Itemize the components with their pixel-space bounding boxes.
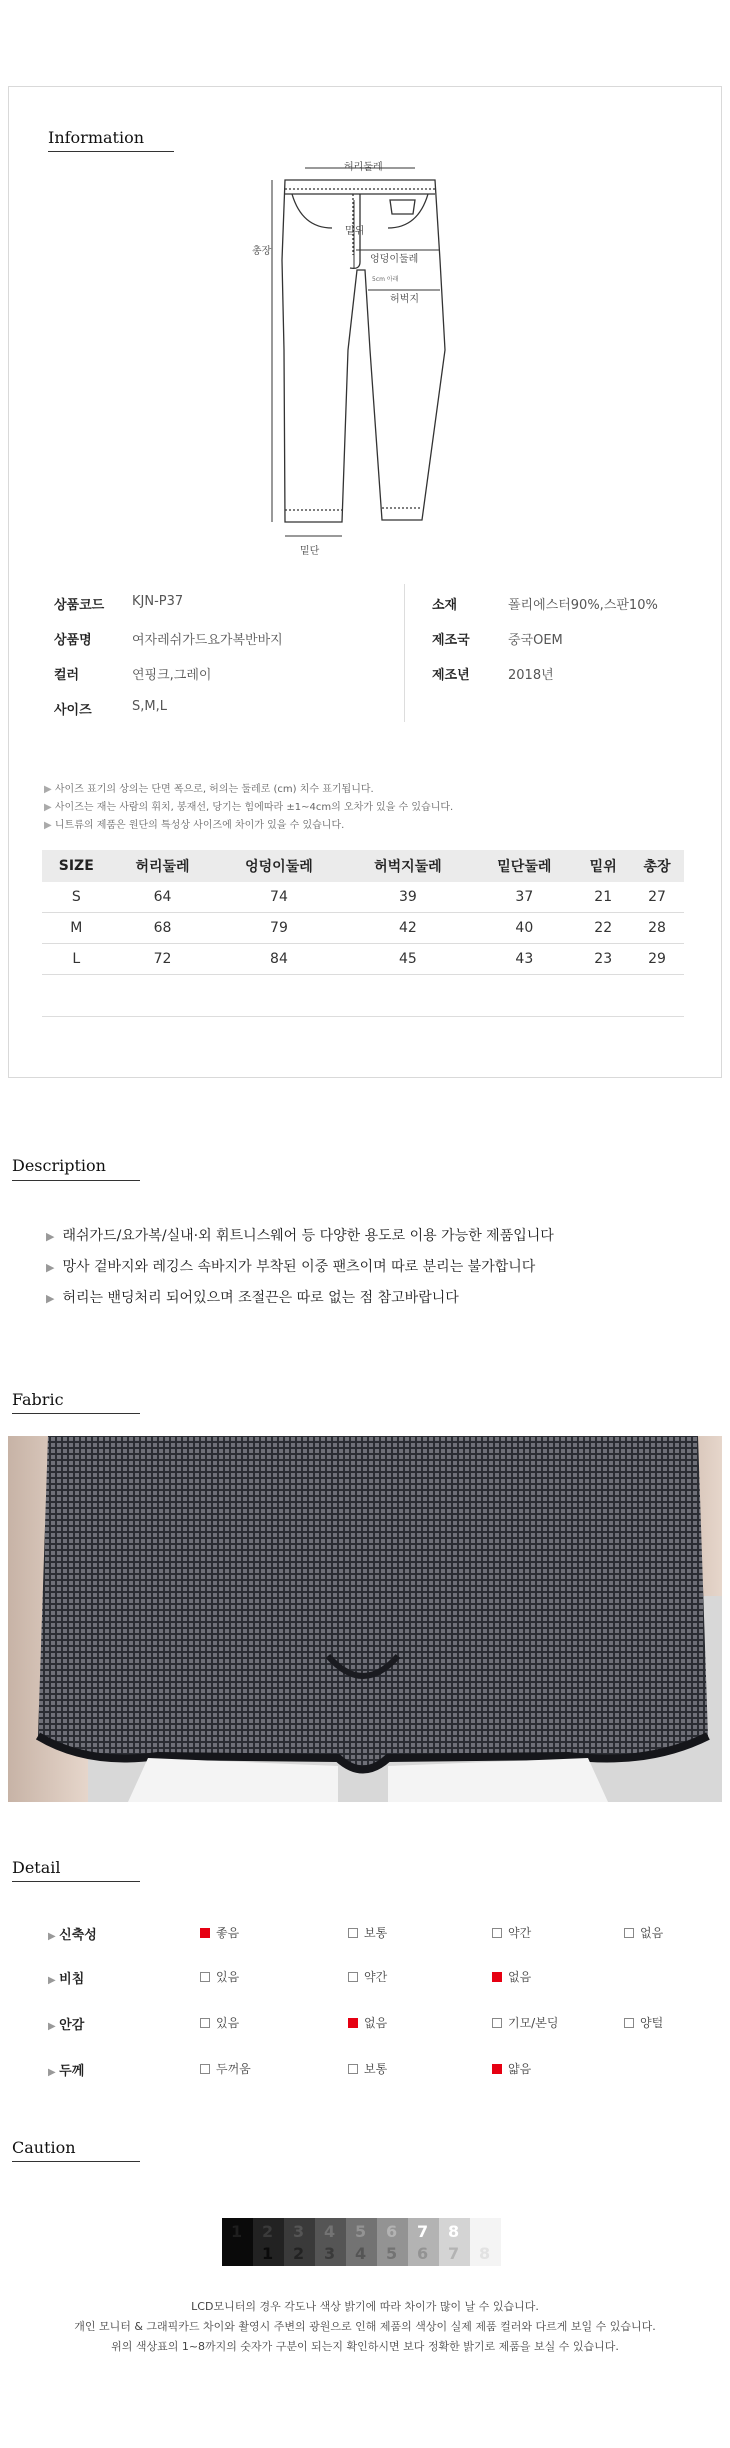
spec-label-year: 제조년: [432, 668, 470, 683]
checkbox-unchecked: [492, 2018, 502, 2028]
caution-title: Caution: [12, 2138, 76, 2157]
detail-option: 기모/본딩: [492, 2014, 558, 2031]
checkbox-unchecked: [492, 1928, 502, 1938]
table-cell: 79: [214, 913, 343, 944]
swatch-number-bottom: 8: [479, 2244, 491, 2263]
spec-label-material: 소재: [432, 598, 458, 613]
detail-label-thickness: ▶ 두께: [48, 2060, 84, 2079]
size-table-header: SIZE: [42, 850, 111, 882]
brightness-swatch: [253, 2218, 284, 2266]
checkbox-checked: [348, 2018, 358, 2028]
checkbox-unchecked: [200, 2064, 210, 2074]
size-table-header: 밑단둘레: [472, 850, 576, 882]
info-bottom-divider: [42, 1016, 684, 1017]
size-table-header: 총장: [630, 850, 684, 882]
spec-divider: [404, 584, 405, 722]
size-table-header: 허리둘레: [111, 850, 215, 882]
table-cell: 23: [576, 944, 630, 975]
swatch-number-top: 6: [386, 2222, 398, 2241]
table-cell: 72: [111, 944, 215, 975]
table-cell: 37: [472, 882, 576, 913]
detail-option: 약간: [492, 1924, 531, 1941]
spec-value-material: 폴리에스터90%,스판10%: [508, 598, 658, 613]
brightness-swatch: [346, 2218, 377, 2266]
table-cell: 29: [630, 944, 684, 975]
brightness-swatch: [315, 2218, 346, 2266]
checkbox-unchecked: [348, 1928, 358, 1938]
brightness-swatch: [377, 2218, 408, 2266]
brightness-swatch: [470, 2218, 501, 2266]
fabric-photo: [8, 1436, 722, 1802]
swatch-number-top: 3: [293, 2222, 305, 2241]
caution-line-3: 위의 색상표의 1~8까지의 숫자가 구분이 되는지 확인하시면 보다 정확한 밝기로 제품을 보실 수 있습니다.: [111, 2340, 619, 2353]
description-title: Description: [12, 1156, 106, 1175]
spec-label-product-name: 상품명: [54, 633, 92, 648]
checkbox-unchecked: [348, 1972, 358, 1982]
table-cell: 45: [343, 944, 472, 975]
detail-option: 없음: [624, 1924, 663, 1941]
detail-option: 약간: [348, 1968, 387, 1985]
pants-size-diagram: [240, 150, 460, 560]
swatch-number-top: 7: [417, 2222, 429, 2241]
swatch-number-bottom: 6: [417, 2244, 429, 2263]
detail-label-lining: ▶ 안감: [48, 2014, 84, 2033]
diagram-label-hip: 엉덩이둘레: [370, 254, 419, 265]
diagram-label-rise: 밑위: [345, 226, 365, 237]
swatch-number-bottom: 7: [448, 2244, 460, 2263]
detail-option: 좋음: [200, 1924, 239, 1941]
table-cell: 21: [576, 882, 630, 913]
spec-label-product-code: 상품코드: [54, 598, 105, 613]
fabric-title: Fabric: [12, 1390, 64, 1409]
detail-option: 없음: [348, 2014, 387, 2031]
table-cell: S: [42, 882, 111, 913]
swatch-number-top: 5: [355, 2222, 367, 2241]
table-cell: M: [42, 913, 111, 944]
detail-option: 보통: [348, 2060, 387, 2077]
caution-title-underline: [12, 2161, 140, 2162]
table-cell: 40: [472, 913, 576, 944]
checkbox-checked: [492, 1972, 502, 1982]
table-row: [42, 882, 684, 913]
fabric-photo-illustration: [8, 1436, 722, 1802]
spec-value-product-code: KJN-P37: [132, 594, 184, 609]
swatch-number-top: 4: [324, 2222, 336, 2241]
size-table-header: 엉덩이둘레: [214, 850, 343, 882]
table-row: [42, 944, 684, 975]
size-note-1: ▶ 사이즈 표기의 상의는 단면 폭으로, 허의는 둘레로 (cm) 치수 표기됩니다.: [44, 780, 374, 795]
checkbox-unchecked: [624, 2018, 634, 2028]
spec-value-color: 연핑크,그레이: [132, 668, 212, 683]
detail-title-underline: [12, 1881, 140, 1882]
table-cell: 42: [343, 913, 472, 944]
spec-value-year: 2018년: [508, 668, 554, 683]
table-cell: 68: [111, 913, 215, 944]
swatch-number-bottom: 5: [386, 2244, 398, 2263]
description-item-1: ▶ 래쉬가드/요가복/실내·외 휘트니스웨어 등 다양한 용도로 이용 가능한 제품입니다: [46, 1225, 554, 1245]
spec-label-country: 제조국: [432, 633, 470, 648]
swatch-number-bottom: 1: [262, 2244, 274, 2263]
information-title: Information: [48, 128, 145, 147]
size-table: [42, 850, 684, 975]
swatch-number-top: 1: [231, 2222, 243, 2241]
spec-value-product-name: 여자레쉬가드요가복반바지: [132, 633, 283, 648]
table-cell: 84: [214, 944, 343, 975]
spec-label-size: 사이즈: [54, 703, 92, 718]
description-item-3: ▶ 허리는 밴딩처리 되어있으며 조절끈은 따로 없는 점 참고바랍니다: [46, 1287, 459, 1307]
swatch-number-top: 8: [448, 2222, 460, 2241]
spec-value-country: 중국OEM: [508, 633, 563, 648]
table-row: [42, 913, 684, 944]
swatch-number-bottom: 4: [355, 2244, 367, 2263]
checkbox-unchecked: [348, 2064, 358, 2074]
description-item-2: ▶ 망사 겉바지와 레깅스 속바지가 부착된 이중 팬츠이며 따로 분리는 불가합니다: [46, 1256, 535, 1276]
size-table-header-row: [42, 850, 684, 882]
table-cell: 39: [343, 882, 472, 913]
fabric-title-underline: [12, 1413, 140, 1414]
detail-option: 보통: [348, 1924, 387, 1941]
caution-line-2: 개인 모니터 & 그래픽카드 차이와 촬영시 주변의 광원으로 인해 제품의 색상이 실제 제품 컬러와 다르게 보일 수 있습니다.: [74, 2320, 656, 2333]
table-cell: 74: [214, 882, 343, 913]
detail-option: 양털: [624, 2014, 663, 2031]
detail-option: 있음: [200, 2014, 239, 2031]
table-cell: 22: [576, 913, 630, 944]
spec-label-color: 컬러: [54, 668, 80, 683]
checkbox-checked: [200, 1928, 210, 1938]
table-cell: 43: [472, 944, 576, 975]
table-cell: 28: [630, 913, 684, 944]
diagram-label-waist: 허리둘레: [344, 162, 383, 173]
size-table-header: 허벅지둘레: [343, 850, 472, 882]
swatch-number-bottom: 2: [293, 2244, 305, 2263]
brightness-swatch: [284, 2218, 315, 2266]
size-table-header: 밑위: [576, 850, 630, 882]
diagram-label-length: 총장: [252, 246, 272, 257]
detail-label-transparency: ▶ 비침: [48, 1968, 84, 1987]
detail-option: 있음: [200, 1968, 239, 1985]
brightness-swatch: [408, 2218, 439, 2266]
size-note-2: ▶ 사이즈는 재는 사람의 휘치, 봉재선, 당기는 힘에따라 ±1~4cm의 오차가 있을 수 있습니다.: [44, 798, 453, 813]
spec-value-size: S,M,L: [132, 699, 167, 714]
checkbox-unchecked: [624, 1928, 634, 1938]
detail-option: 얇음: [492, 2060, 531, 2077]
detail-option: 두꺼움: [200, 2060, 251, 2077]
information-title-underline: [48, 151, 174, 152]
size-note-3: ▶ 니트류의 제품은 원단의 특성상 사이즈에 차이가 있을 수 있습니다.: [44, 816, 344, 831]
table-cell: L: [42, 944, 111, 975]
detail-title: Detail: [12, 1858, 61, 1877]
table-cell: 64: [111, 882, 215, 913]
checkbox-unchecked: [200, 1972, 210, 1982]
brightness-swatch: [439, 2218, 470, 2266]
swatch-number-top: 2: [262, 2222, 274, 2241]
caution-line-1: LCD모니터의 경우 각도나 색상 밝기에 따라 차이가 많이 날 수 있습니다.: [191, 2300, 539, 2313]
diagram-label-small-note: 5cm 아래: [372, 276, 399, 283]
checkbox-checked: [492, 2064, 502, 2074]
table-cell: 27: [630, 882, 684, 913]
diagram-label-thigh: 허벅지: [390, 294, 419, 305]
detail-label-stretch: ▶ 신축성: [48, 1924, 97, 1943]
diagram-label-hem: 밑단: [300, 546, 320, 557]
detail-option: 없음: [492, 1968, 531, 1985]
description-title-underline: [12, 1180, 140, 1181]
swatch-number-bottom: 3: [324, 2244, 336, 2263]
brightness-swatch: [222, 2218, 253, 2266]
checkbox-unchecked: [200, 2018, 210, 2028]
